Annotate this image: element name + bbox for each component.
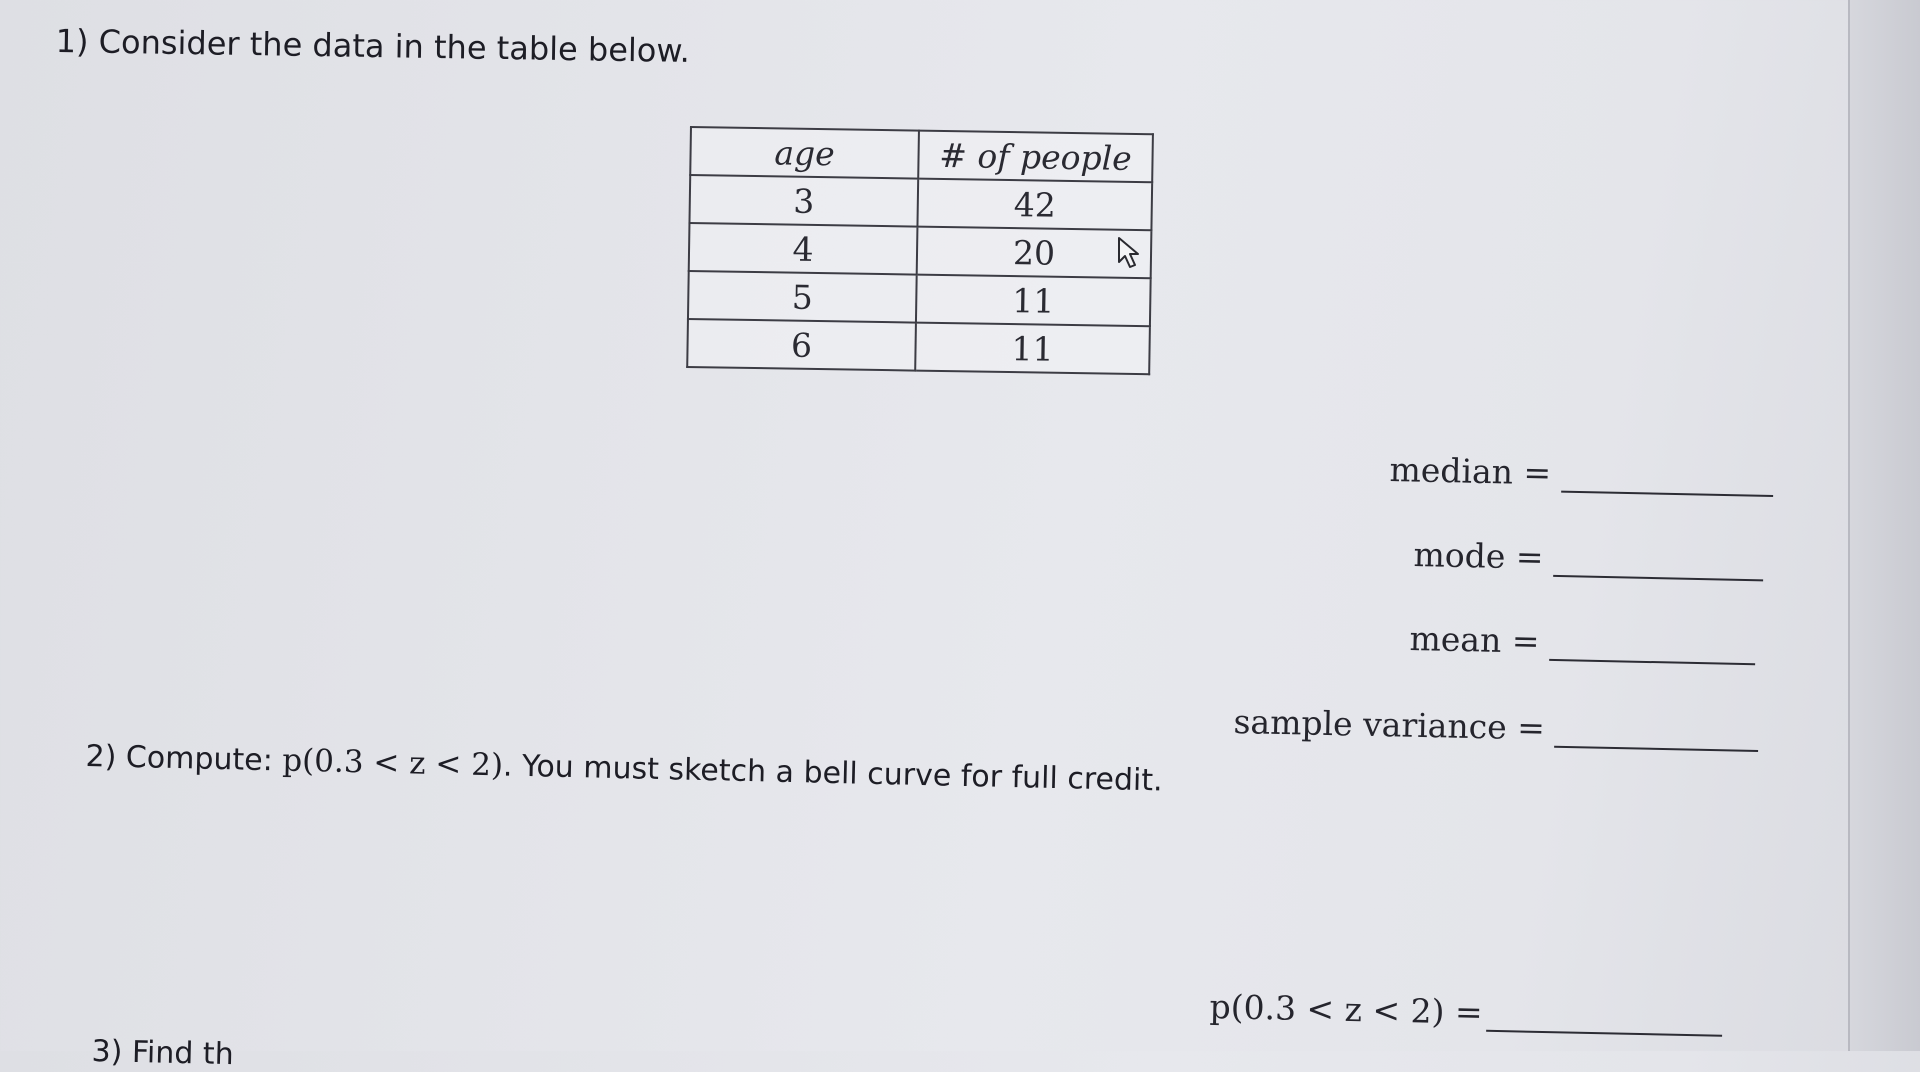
header-people: # of people (918, 131, 1153, 183)
question-2-suffix: . You must sketch a bell curve for full credit. (502, 748, 1164, 799)
cell-count: 11 (916, 275, 1151, 327)
median-label: median = (1389, 450, 1552, 493)
table-row (688, 271, 1151, 326)
mode-blank[interactable] (1553, 545, 1764, 581)
sample-variance-blank[interactable] (1554, 716, 1759, 752)
mean-blank[interactable] (1549, 629, 1756, 665)
cell-count: 42 (917, 179, 1152, 231)
header-age: age (690, 127, 919, 179)
median-blank[interactable] (1561, 461, 1774, 497)
sample-variance-label: sample variance = (1233, 702, 1546, 748)
table-row (689, 175, 1152, 230)
question-2-expression: p(0.3 < z < 2) (281, 742, 504, 784)
probability-answer-line (1209, 987, 1723, 1037)
mode-answer-line (1413, 535, 1764, 581)
question-1-text: 1) Consider the data in the table below. (55, 22, 691, 70)
data-table-container (686, 126, 1154, 375)
median-answer-line (1389, 450, 1773, 497)
cell-age: 6 (687, 319, 916, 371)
cell-count: 20 (917, 227, 1152, 279)
probability-label: p(0.3 < z < 2) = (1209, 987, 1484, 1032)
table-row (687, 319, 1150, 374)
question-2-prefix: 2) Compute: (85, 738, 283, 779)
cell-age: 5 (688, 271, 917, 323)
probability-blank[interactable] (1486, 1000, 1723, 1037)
sample-variance-answer-line (1233, 702, 1759, 752)
mean-label: mean = (1409, 619, 1540, 661)
data-table (686, 126, 1154, 375)
table-row (689, 223, 1152, 278)
paper-edge (1848, 0, 1920, 1051)
table-header-row (690, 127, 1153, 182)
question-2-text (85, 738, 1163, 798)
mode-label: mode = (1413, 535, 1544, 577)
cell-age: 4 (689, 223, 918, 275)
cell-count: 11 (915, 323, 1150, 375)
mean-answer-line (1409, 619, 1756, 665)
mouse-pointer-icon (1116, 236, 1144, 270)
cell-age: 3 (689, 175, 918, 227)
question-3-text: 3) Find th (91, 1034, 235, 1072)
